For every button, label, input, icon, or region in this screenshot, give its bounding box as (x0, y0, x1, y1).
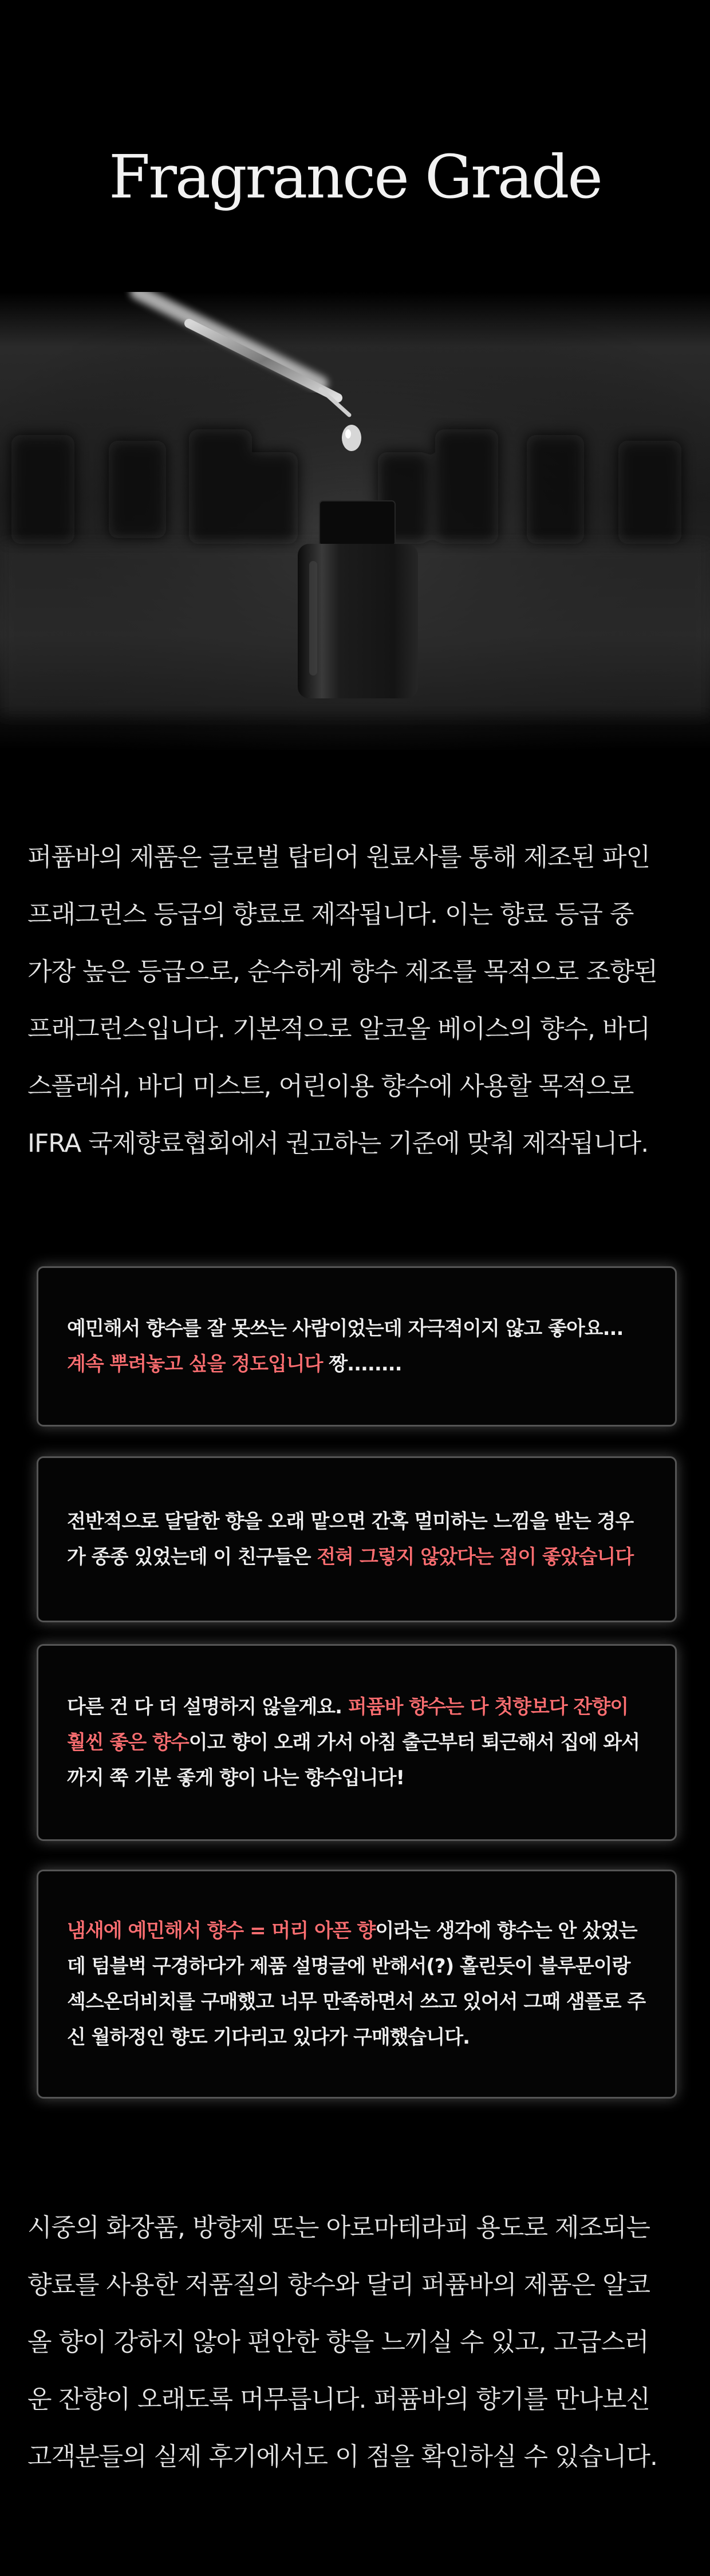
intro-line: 가장 높은 등급으로, 순수하게 향수 제조를 목적으로 조향된 (27, 957, 657, 986)
intro-line: 프래그런스입니다. 기본적으로 알코올 베이스의 향수, 바디 (27, 1014, 650, 1044)
intro-line: 스플레쉬, 바디 미스트, 어린이용 향수에 사용할 목적으로 (27, 1072, 634, 1101)
intro-line: 퍼퓸바의 제품은 글로벌 탑티어 원료사를 통해 제조된 파인 (27, 843, 650, 872)
review-text (67, 1913, 646, 2055)
review-text (67, 1311, 623, 1382)
review-card (37, 1644, 677, 1841)
outro-paragraph (27, 2199, 692, 2486)
hero-image-dropper-bottle (0, 292, 710, 750)
review-highlight: 전혀 그렇지 않았다는 점이 좋았습니다 (317, 1546, 634, 1568)
review-text (67, 1504, 646, 1575)
review-card (37, 1870, 677, 2099)
review-text (67, 1689, 646, 1796)
review-text-part: 이고 향이 오래 가서 아침 출근부터 퇴근해서 집에 와서까지 쭉 기분 좋게 향이 나는 향수입니다! (67, 1731, 640, 1789)
outro-line: 올 향이 강하지 않아 편안한 향을 느끼실 수 있고, 고급스러 (27, 2328, 649, 2357)
review-highlight: 냄새에 예민해서 향수 = 머리 아픈 향 (67, 1919, 376, 1942)
outro-line: 운 잔향이 오래도록 머무릅니다. 퍼퓸바의 향기를 만나보신 (27, 2385, 650, 2414)
review-text-part: 전반적으로 달달한 향을 오래 맡으면 간혹 멀미하는 느낌을 받는 경우가 종종 있었는데 이 친구들은 (67, 1510, 634, 1568)
review-highlight: 계속 뿌려놓고 싶을 정도입니다 (67, 1353, 323, 1376)
review-text-part: 예민해서 향수를 잘 못쓰는 사람이었는데 자극적이지 않고 좋아요... (67, 1317, 624, 1340)
page-title: Fragrance Grade (109, 142, 601, 212)
review-text-part: 짱........ (322, 1353, 402, 1376)
intro-paragraph (27, 829, 692, 1172)
review-text-part: 이라는 생각에 향수는 안 샀었는데 텀블벅 구경하다가 제품 설명글에 반해서(?) 홀린듯이 블루문이랑 섹스온더비치를 구매했고 너무 만족하면서 쓰고 있어서 그때 샘플로 주신 월하정인 향도 기다리고 있다가 구매했습니다. (67, 1919, 646, 2049)
intro-line: 프래그런스 등급의 향료로 제작됩니다. 이는 향료 등급 중 (27, 900, 634, 929)
outro-line: 고객분들의 실제 후기에서도 이 점을 확인하실 수 있습니다. (27, 2442, 657, 2471)
review-highlight: 퍼퓸바 향수는 다 첫향보다 잔향이 훨씬 좋은 향수 (67, 1696, 629, 1754)
dropper-bottle-illustration (0, 292, 710, 750)
review-card (37, 1456, 677, 1622)
review-card (37, 1266, 677, 1427)
review-text-part: 다른 건 다 더 설명하지 않을게요. (67, 1696, 348, 1718)
intro-line: IFRA 국제향료협회에서 권고하는 기준에 맞춰 제작됩니다. (27, 1129, 649, 1158)
outro-line: 시중의 화장품, 방향제 또는 아로마테라피 용도로 제조되는 (27, 2213, 650, 2242)
outro-line: 향료를 사용한 저품질의 향수와 달리 퍼퓸바의 제품은 알코 (27, 2270, 650, 2300)
